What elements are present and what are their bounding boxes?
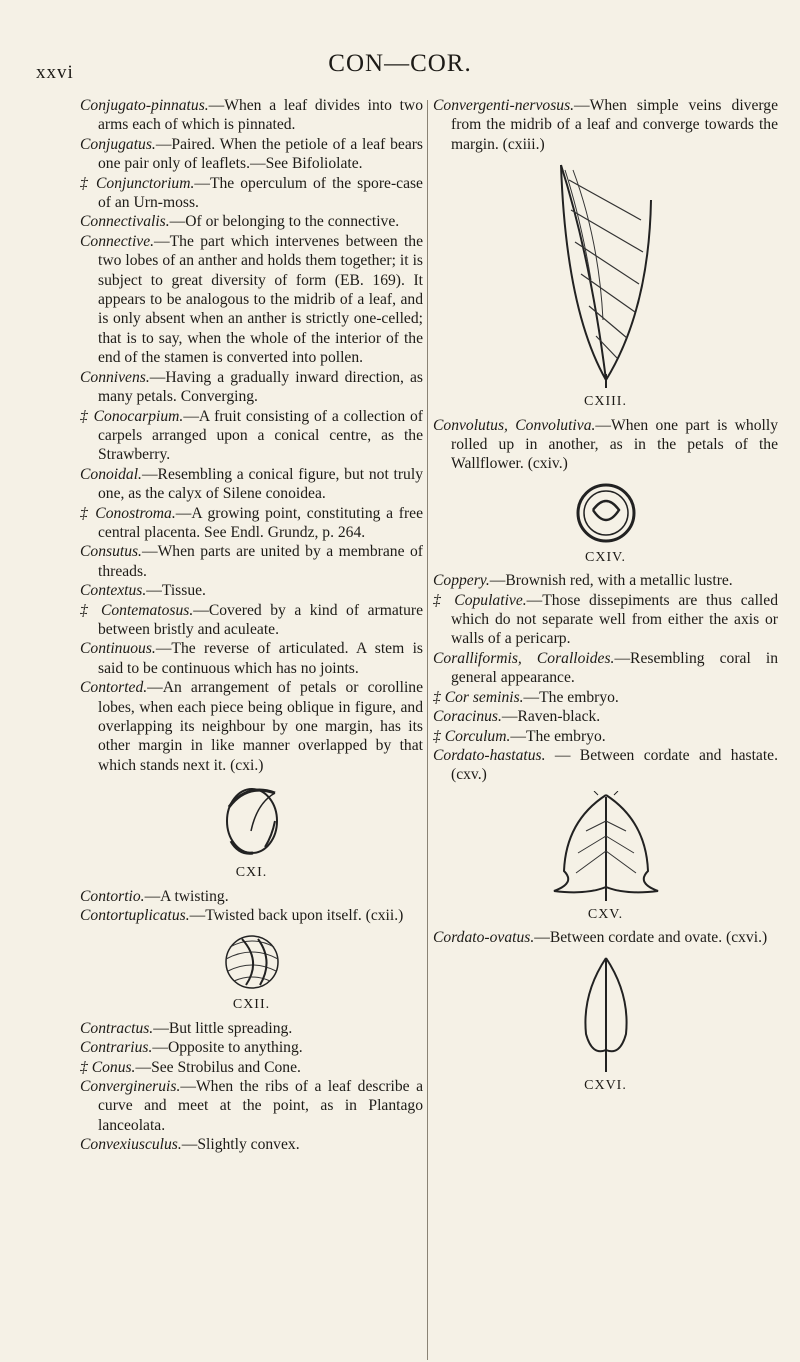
entry-term: ‡ Copulative. — [433, 591, 527, 609]
entry-definition: —But little spreading. — [153, 1019, 293, 1037]
left-column — [80, 96, 423, 1155]
figure-cxiii — [433, 160, 778, 411]
convergent-nervose-leaf-illustration — [551, 160, 661, 390]
entry-definition: — Between cordate and hastate. (cxv.) — [451, 746, 778, 784]
entry-term: ‡ Conus. — [80, 1058, 136, 1076]
column-divider — [427, 100, 428, 1360]
glossary-entry — [433, 96, 778, 154]
figure-cxii — [80, 931, 423, 1014]
entry-term: Consutus. — [80, 543, 142, 561]
figure-cxvi — [433, 954, 778, 1095]
entry-definition: —When simple veins diverge from the midrib of a leaf and converge towards the margin. (cxiii.) — [451, 97, 778, 153]
entry-definition: —See Strobilus and Cone. — [135, 1058, 301, 1076]
entry-term: Connivens. — [80, 368, 150, 386]
running-head: CON—COR. — [328, 50, 472, 77]
glossary-entry — [80, 601, 423, 640]
entry-definition: —When the ribs of a leaf describe a curve and meet at the point, as in Plantago lanceolata. — [98, 1078, 423, 1134]
glossary-entry — [80, 96, 423, 135]
glossary-entry — [80, 407, 423, 465]
entry-definition: —When a leaf divides into two arms each of which is pinnated. — [98, 97, 423, 134]
entry-term: Contortuplicatus. — [80, 907, 190, 925]
figure-caption: CXVI. — [584, 1077, 627, 1093]
entry-term: Coracinus. — [433, 708, 502, 726]
entry-term: ‡ Conjunctorium. — [80, 174, 195, 192]
entry-term: Coppery. — [433, 572, 490, 590]
entry-definition: —Of or belonging to the connective. — [169, 213, 400, 231]
entry-definition: —Having a gradually inward direction, as many petals. Converging. — [98, 368, 423, 406]
entries-group — [80, 887, 423, 926]
entry-definition: —Covered by a kind of armature between bristly and aculeate. — [98, 601, 423, 638]
glossary-entry — [80, 368, 423, 407]
entry-term: Cordato-ovatus. — [433, 929, 535, 947]
entry-definition: —Tissue. — [146, 582, 206, 600]
glossary-entry — [80, 1135, 423, 1154]
glossary-entry — [80, 581, 423, 600]
entries-group — [433, 571, 778, 784]
entry-definition: —Raven-black. — [501, 708, 601, 726]
entry-term: ‡ Contematosus. — [80, 601, 194, 619]
glossary-entry — [433, 707, 778, 726]
entry-term: Conjugatus. — [80, 135, 156, 153]
cordato-ovate-leaf-illustration — [576, 954, 636, 1074]
entry-term: Connective. — [80, 232, 155, 250]
entry-term: Connectivalis. — [80, 213, 170, 231]
glossary-entry — [80, 504, 423, 543]
entry-definition: —Resembling coral in general appearance. — [451, 649, 778, 687]
figure-cxv — [433, 791, 778, 924]
entry-definition: —Brownish red, with a metallic lustre. — [489, 572, 733, 590]
entries-group — [80, 96, 423, 775]
convolute-illustration — [571, 480, 641, 546]
entry-term: Coralliformis, Coralloides. — [433, 649, 615, 667]
entry-definition: —The operculum of the spore-case of an Urn-moss. — [98, 174, 423, 212]
figure-caption: CXII. — [232, 997, 271, 1013]
entry-term: Convexiusculus. — [80, 1136, 182, 1154]
glossary-entry — [80, 887, 423, 906]
page-number: xxvi — [36, 62, 74, 83]
entries-group — [433, 96, 778, 154]
glossary-entry — [433, 688, 778, 707]
entry-term: Contorted. — [80, 679, 148, 697]
entry-definition: —The reverse of articulated. A stem is said to be continuous which has no joints. — [98, 640, 423, 677]
right-column — [433, 96, 778, 1099]
entry-term: Contrarius. — [80, 1039, 153, 1057]
entry-definition: —A growing point, constituting a free central placenta. See Endl. Grundz, p. 264. — [98, 504, 423, 541]
entry-definition: —An arrangement of petals or corolline lobes, when each piece being oblique in figure, and overlapping its neighbour by one margin, has its other margin in like manner overlapped by that which stands next it. (cxi.) — [98, 679, 423, 774]
figure-caption: CXIII. — [584, 394, 627, 410]
entry-term: Convergenti-nervosus. — [433, 97, 575, 114]
glossary-entry — [80, 1019, 423, 1038]
glossary-entry — [433, 416, 778, 474]
glossary-entry — [80, 542, 423, 581]
figure-caption: CXIV. — [585, 549, 626, 565]
glossary-entry — [433, 746, 778, 785]
entry-definition: —The embryo. — [523, 688, 619, 706]
entries-group — [433, 416, 778, 474]
entry-term: Conjugato-pinnatus. — [80, 97, 209, 114]
entries-group — [80, 1019, 423, 1155]
entry-term: Convergineruis. — [80, 1078, 181, 1096]
glossary-entry — [80, 639, 423, 678]
figure-caption: CXI. — [235, 865, 268, 881]
glossary-entry — [80, 212, 423, 231]
glossary-entry — [80, 1038, 423, 1057]
entry-definition: —Slightly convex. — [181, 1136, 300, 1154]
entry-definition: —Opposite to anything. — [152, 1039, 303, 1057]
glossary-entry — [80, 465, 423, 504]
entry-definition: —Between cordate and ovate. (cxvi.) — [534, 929, 768, 947]
glossary-entry — [433, 591, 778, 649]
entry-definition: —The part which intervenes between the two lobes of an anther and holds them together; it is subject to great diversity of form (EB. 169). It appears to be analogous to the midrib of a leaf, and is only absent when an anther is strictly one-celled; that is to say, when the whole of the interior of the end of the stamen is converted into pollen. — [98, 232, 423, 367]
glossary-entry — [80, 678, 423, 775]
entry-definition: —Paired. When the petiole of a leaf bears one pair only of leaflets.—See Bifoliolate. — [98, 135, 423, 173]
entry-term: Continuous. — [80, 640, 156, 658]
glossary-entry — [80, 906, 423, 925]
entry-term: Conoidal. — [80, 465, 142, 483]
glossary-entry — [80, 1077, 423, 1135]
glossary-entry — [433, 649, 778, 688]
entry-definition: —When parts are united by a membrane of threads. — [98, 543, 423, 580]
contortuplicate-illustration — [212, 931, 292, 993]
entries-group — [433, 928, 778, 947]
entry-term: ‡ Cor seminis. — [433, 688, 524, 706]
entry-definition: —A twisting. — [144, 887, 229, 905]
glossary-entry — [80, 174, 423, 213]
entry-term: Contextus. — [80, 582, 147, 600]
glossary-entry — [433, 727, 778, 746]
entry-term: ‡ Conocarpium. — [80, 407, 184, 425]
figure-cxiv — [433, 480, 778, 567]
entry-term: Contortio. — [80, 887, 145, 905]
glossary-entry — [80, 232, 423, 368]
entry-definition: —Twisted back upon itself. (cxii.) — [189, 907, 404, 925]
entry-term: Convolutus, Convolutiva. — [433, 416, 596, 434]
entry-term: Cordato-hastatus. — [433, 746, 546, 764]
cordato-hastate-leaf-illustration — [546, 791, 666, 903]
contorted-corolla-illustration — [217, 781, 287, 861]
entry-term: ‡ Conostroma. — [80, 504, 176, 522]
glossary-entry — [80, 1058, 423, 1077]
figure-cxi — [80, 781, 423, 882]
entry-term: Contractus. — [80, 1019, 154, 1037]
entry-definition: —The embryo. — [510, 727, 606, 745]
figure-caption: CXV. — [587, 906, 624, 922]
entry-definition: —Resembling a conical figure, but not truly one, as the calyx of Silene conoidea. — [98, 465, 423, 503]
entry-definition: —When one part is wholly rolled up in another, as in the petals of the Wallflower. (cxiv.) — [451, 416, 778, 473]
entry-definition: —Those dissepiments are thus called which do not separate well from either the axis or walls of a pericarp. — [451, 591, 778, 648]
entry-term: ‡ Corculum. — [433, 727, 511, 745]
glossary-entry — [433, 571, 778, 590]
glossary-entry — [80, 135, 423, 174]
glossary-entry — [433, 928, 778, 947]
entry-definition: —A fruit consisting of a collection of carpels arranged upon a conical centre, as the Strawberry. — [98, 407, 423, 464]
